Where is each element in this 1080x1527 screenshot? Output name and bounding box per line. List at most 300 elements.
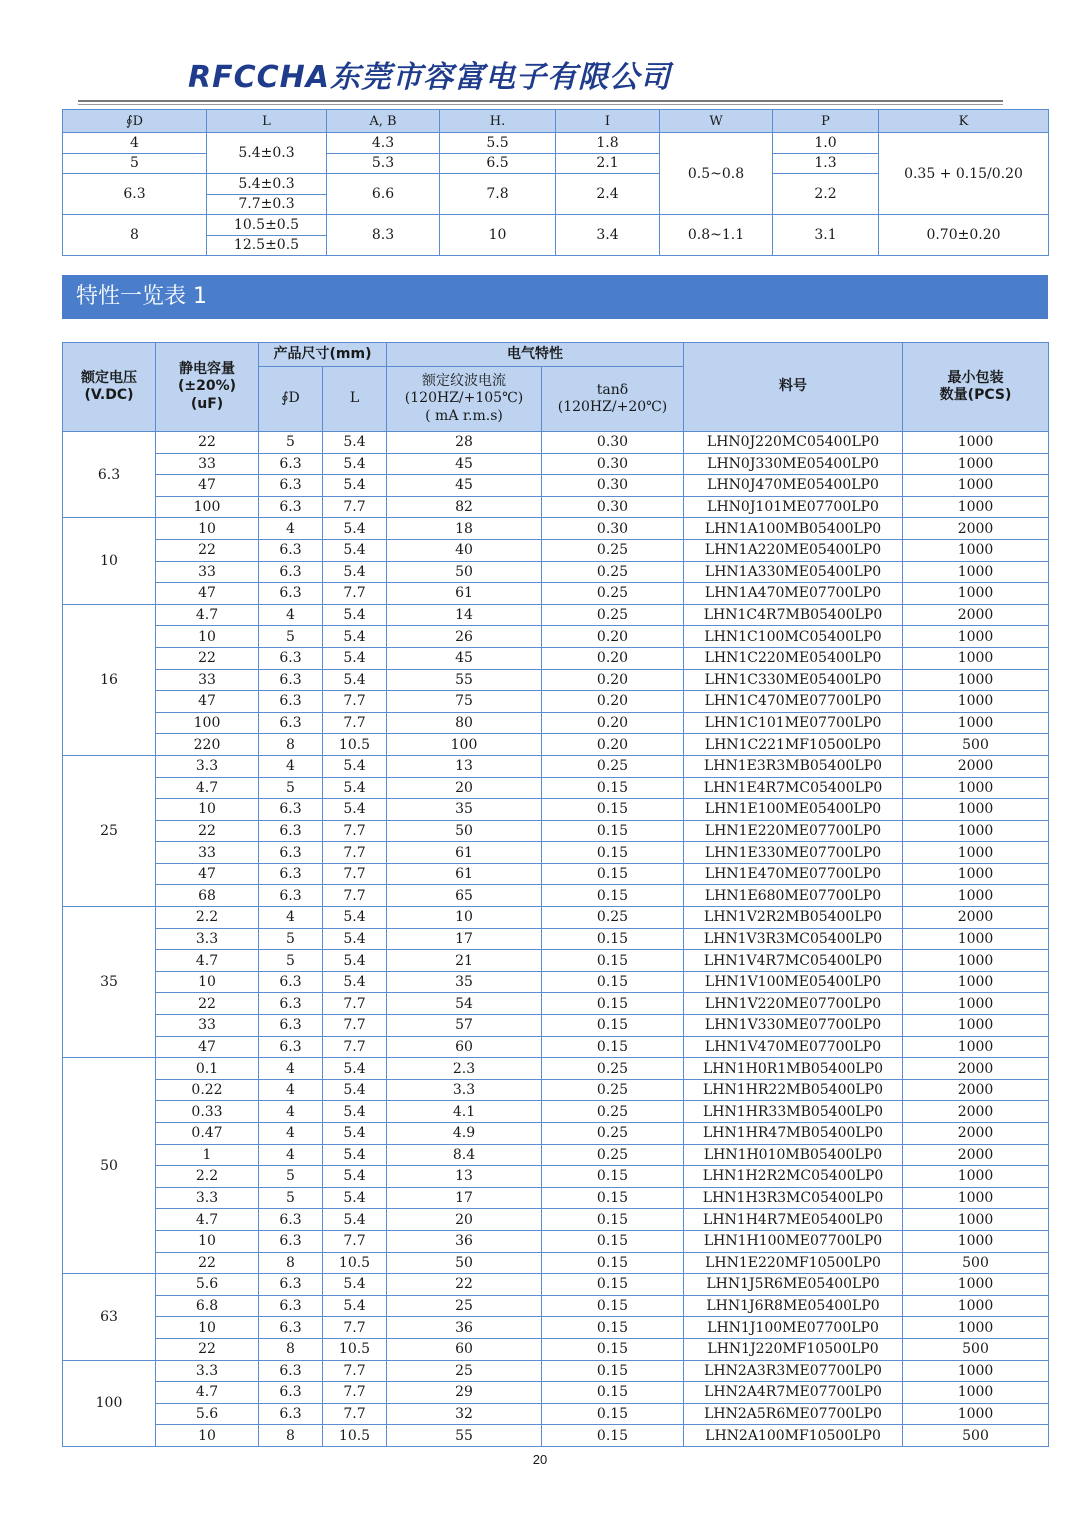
cell-length: 5.4 [323,1123,387,1145]
cell-min-qty: 1000 [903,1360,1049,1382]
cell-capacitance: 4.7 [156,1209,259,1231]
cell-min-qty: 1000 [903,1382,1049,1404]
cell-capacitance: 22 [156,993,259,1015]
table-row [63,583,1049,605]
cell-ripple-current: 4.9 [387,1123,542,1145]
cell-length: 5.4 [323,777,387,799]
cell-ab: 6.6 [327,174,440,215]
cell-capacitance: 4.7 [156,604,259,626]
cell-tan-delta: 0.15 [542,1425,684,1447]
cell-ripple-current: 40 [387,539,542,561]
cell-part-number: LHN1C220ME05400LP0 [684,647,903,669]
cell-part-number: LHN0J101ME07700LP0 [684,496,903,518]
cell-ripple-current: 50 [387,820,542,842]
cell-diameter: 6.3 [259,971,323,993]
dimension-table [62,109,1049,256]
header-tan-delta: tanδ (120HZ/+20℃) [542,367,684,432]
cell-ripple-current: 60 [387,1338,542,1360]
table-row [63,518,1049,540]
cell-ripple-current: 50 [387,561,542,583]
cell-diameter: 4 [259,1123,323,1145]
cell-min-qty: 1000 [903,993,1049,1015]
cell-length: 5.4 [323,907,387,929]
cell-voltage: 25 [63,755,156,906]
cell-capacitance: 220 [156,734,259,756]
cell-diameter: 6.3 [259,1036,323,1058]
cell-tan-delta: 0.25 [542,539,684,561]
table-row [63,863,1049,885]
cell-min-qty: 1000 [903,669,1049,691]
header-cell: W [660,110,773,133]
section-title: 特性一览表 1 [62,275,1048,319]
header-rule-thin [78,104,1003,105]
cell-min-qty: 1000 [903,1209,1049,1231]
cell-w: 0.5~0.8 [660,133,773,215]
cell-part-number: LHN1HR33MB05400LP0 [684,1101,903,1123]
cell-min-qty: 1000 [903,496,1049,518]
cell-diameter: 6.3 [259,669,323,691]
cell-min-qty: 2000 [903,518,1049,540]
cell-voltage: 100 [63,1360,156,1446]
cell-min-qty: 2000 [903,1058,1049,1080]
cell-tan-delta: 0.15 [542,1360,684,1382]
cell-diameter: 5 [259,950,323,972]
cell-capacitance: 10 [156,1425,259,1447]
table-row [63,1209,1049,1231]
cell-capacitance: 2.2 [156,907,259,929]
dimension-header-row [63,110,1049,133]
cell-tan-delta: 0.25 [542,604,684,626]
header-size-l: L [323,367,387,432]
cell-diameter: 5 [259,1187,323,1209]
cell-diameter: 6.3 [259,1403,323,1425]
spec-table-body [63,432,1049,1447]
cell-i: 1.8 [556,133,660,154]
cell-part-number: LHN1A470ME07700LP0 [684,583,903,605]
cell-min-qty: 1000 [903,1015,1049,1037]
table-row [63,799,1049,821]
table-row [63,1015,1049,1037]
cell-length: 5.4 [323,1101,387,1123]
cell-diameter: 5 [259,626,323,648]
cell-part-number: LHN0J330ME05400LP0 [684,453,903,475]
cell-ripple-current: 4.1 [387,1101,542,1123]
table-row [63,1274,1049,1296]
cell-diameter: 6.3 [259,799,323,821]
table-row [63,1166,1049,1188]
cell-part-number: LHN1C330ME05400LP0 [684,669,903,691]
cell-part-number: LHN1E100ME05400LP0 [684,799,903,821]
cell-min-qty: 1000 [903,820,1049,842]
table-row [63,734,1049,756]
table-row [63,971,1049,993]
cell-i: 3.4 [556,215,660,256]
cell-tan-delta: 0.20 [542,712,684,734]
cell-length: 5.4 [323,432,387,454]
cell-min-qty: 1000 [903,1036,1049,1058]
cell-min-qty: 500 [903,734,1049,756]
cell-tan-delta: 0.20 [542,647,684,669]
cell-capacitance: 4.7 [156,1382,259,1404]
cell-p: 3.1 [773,215,879,256]
cell-diameter: 8 [259,1338,323,1360]
cell-capacitance: 0.47 [156,1123,259,1145]
cell-diameter: 6.3 [259,1015,323,1037]
cell-l: 5.4±0.3 [207,174,327,195]
cell-tan-delta: 0.15 [542,950,684,972]
cell-length: 5.4 [323,950,387,972]
cell-tan-delta: 0.30 [542,518,684,540]
cell-capacitance: 33 [156,453,259,475]
cell-capacitance: 5.6 [156,1403,259,1425]
table-row [63,604,1049,626]
cell-length: 5.4 [323,1079,387,1101]
table-row [63,1079,1049,1101]
cell-diameter: 6.3 [259,539,323,561]
cell-tan-delta: 0.15 [542,993,684,1015]
cell-diameter: 6.3 [259,475,323,497]
cell-ripple-current: 45 [387,475,542,497]
page-number: 20 [532,1452,548,1467]
cell-tan-delta: 0.25 [542,1144,684,1166]
cell-min-qty: 1000 [903,626,1049,648]
cell-tan-delta: 0.30 [542,432,684,454]
cell-h: 5.5 [440,133,556,154]
cell-part-number: LHN1V3R3MC05400LP0 [684,928,903,950]
cell-part-number: LHN1J5R6ME05400LP0 [684,1274,903,1296]
table-row [63,820,1049,842]
cell-capacitance: 33 [156,561,259,583]
cell-p: 1.3 [773,153,879,174]
cell-diameter: 4 [259,1058,323,1080]
cell-min-qty: 1000 [903,712,1049,734]
cell-length: 5.4 [323,799,387,821]
cell-ripple-current: 100 [387,734,542,756]
cell-capacitance: 2.2 [156,1166,259,1188]
cell-tan-delta: 0.15 [542,799,684,821]
cell-voltage: 16 [63,604,156,755]
cell-ripple-current: 20 [387,1209,542,1231]
cell-diameter: 4 [259,518,323,540]
cell-capacitance: 68 [156,885,259,907]
cell-ripple-current: 55 [387,669,542,691]
cell-diameter: 8 [259,734,323,756]
cell-diameter: 6.3 [259,1360,323,1382]
cell-length: 5.4 [323,1274,387,1296]
cell-diameter: 4 [259,755,323,777]
cell-tan-delta: 0.15 [542,1230,684,1252]
cell-capacitance: 0.22 [156,1079,259,1101]
cell-tan-delta: 0.15 [542,1403,684,1425]
cell-k: 0.35 + 0.15/0.20 [879,133,1049,215]
cell-min-qty: 1000 [903,928,1049,950]
cell-part-number: LHN1A220ME05400LP0 [684,539,903,561]
cell-length: 5.4 [323,1187,387,1209]
table-row [63,1230,1049,1252]
cell-p: 1.0 [773,133,879,154]
cell-capacitance: 22 [156,539,259,561]
cell-part-number: LHN1V330ME07700LP0 [684,1015,903,1037]
cell-diameter: 6.3 [259,1209,323,1231]
cell-ripple-current: 57 [387,1015,542,1037]
cell-ripple-current: 25 [387,1295,542,1317]
cell-ripple-current: 13 [387,755,542,777]
cell-diameter: 6.3 [259,453,323,475]
cell-diameter: 6.3 [259,647,323,669]
table-row [63,1058,1049,1080]
cell-tan-delta: 0.25 [542,755,684,777]
cell-part-number: LHN1J220MF10500LP0 [684,1338,903,1360]
cell-d: 8 [63,215,207,256]
cell-part-number: LHN0J470ME05400LP0 [684,475,903,497]
cell-ab: 4.3 [327,133,440,154]
cell-ripple-current: 45 [387,647,542,669]
table-row [63,1425,1049,1447]
cell-ripple-current: 3.3 [387,1079,542,1101]
table-row [63,842,1049,864]
cell-diameter: 4 [259,1079,323,1101]
cell-part-number: LHN1H0R1MB05400LP0 [684,1058,903,1080]
cell-diameter: 4 [259,1144,323,1166]
cell-ripple-current: 22 [387,1274,542,1296]
cell-capacitance: 33 [156,669,259,691]
cell-i: 2.4 [556,174,660,215]
cell-tan-delta: 0.15 [542,820,684,842]
table-row [63,1187,1049,1209]
cell-min-qty: 500 [903,1252,1049,1274]
table-row [63,1144,1049,1166]
cell-part-number: LHN1A100MB05400LP0 [684,518,903,540]
cell-ripple-current: 28 [387,432,542,454]
table-row [63,539,1049,561]
cell-p: 2.2 [773,174,879,215]
cell-tan-delta: 0.25 [542,561,684,583]
cell-diameter: 6.3 [259,863,323,885]
table-row [63,1252,1049,1274]
cell-voltage: 50 [63,1058,156,1274]
cell-ripple-current: 17 [387,1187,542,1209]
cell-length: 7.7 [323,842,387,864]
cell-l: 5.4±0.3 [207,133,327,174]
cell-part-number: LHN1E680ME07700LP0 [684,885,903,907]
cell-min-qty: 1000 [903,539,1049,561]
cell-part-number: LHN1V4R7MC05400LP0 [684,950,903,972]
cell-part-number: LHN1H100ME07700LP0 [684,1230,903,1252]
cell-tan-delta: 0.15 [542,1338,684,1360]
cell-length: 5.4 [323,604,387,626]
cell-min-qty: 1000 [903,1317,1049,1339]
table-row [63,1123,1049,1145]
cell-min-qty: 1000 [903,971,1049,993]
table-row [63,626,1049,648]
cell-part-number: LHN2A3R3ME07700LP0 [684,1360,903,1382]
cell-tan-delta: 0.25 [542,583,684,605]
cell-ripple-current: 36 [387,1317,542,1339]
cell-ripple-current: 75 [387,691,542,713]
table-row [63,453,1049,475]
cell-tan-delta: 0.15 [542,1036,684,1058]
cell-length: 5.4 [323,928,387,950]
table-row [63,1382,1049,1404]
header-size: 产品尺寸(mm) [259,343,387,367]
header-cell: A, B [327,110,440,133]
header-cell: P [773,110,879,133]
cell-min-qty: 2000 [903,604,1049,626]
cell-part-number: LHN1E470ME07700LP0 [684,863,903,885]
cell-min-qty: 1000 [903,885,1049,907]
cell-ripple-current: 21 [387,950,542,972]
cell-ripple-current: 17 [387,928,542,950]
cell-tan-delta: 0.15 [542,1382,684,1404]
cell-diameter: 6.3 [259,1230,323,1252]
cell-part-number: LHN1H2R2MC05400LP0 [684,1166,903,1188]
cell-length: 5.4 [323,1058,387,1080]
cell-min-qty: 1000 [903,647,1049,669]
cell-min-qty: 2000 [903,1144,1049,1166]
cell-ripple-current: 29 [387,1382,542,1404]
cell-ripple-current: 26 [387,626,542,648]
cell-part-number: LHN0J220MC05400LP0 [684,432,903,454]
cell-min-qty: 1000 [903,777,1049,799]
cell-length: 10.5 [323,734,387,756]
table-row [63,496,1049,518]
cell-capacitance: 10 [156,971,259,993]
cell-diameter: 6.3 [259,993,323,1015]
cell-capacitance: 22 [156,1252,259,1274]
cell-part-number: LHN1J100ME07700LP0 [684,1317,903,1339]
cell-length: 7.7 [323,691,387,713]
cell-part-number: LHN1E4R7MC05400LP0 [684,777,903,799]
cell-tan-delta: 0.20 [542,734,684,756]
table-row [63,691,1049,713]
cell-min-qty: 1000 [903,950,1049,972]
header-cell: K [879,110,1049,133]
header-ripple-current: 额定纹波电流 (120HZ/+105℃) ( mA r.m.s) [387,367,542,432]
cell-ripple-current: 8.4 [387,1144,542,1166]
cell-tan-delta: 0.20 [542,669,684,691]
cell-tan-delta: 0.15 [542,971,684,993]
cell-min-qty: 1000 [903,1295,1049,1317]
cell-min-qty: 1000 [903,432,1049,454]
table-row [63,907,1049,929]
cell-ripple-current: 13 [387,1166,542,1188]
cell-diameter: 5 [259,928,323,950]
cell-part-number: LHN1A330ME05400LP0 [684,561,903,583]
header-size-d: ∮D [259,367,323,432]
cell-capacitance: 3.3 [156,928,259,950]
table-row [63,1317,1049,1339]
cell-length: 7.7 [323,1317,387,1339]
cell-tan-delta: 0.15 [542,1209,684,1231]
cell-tan-delta: 0.25 [542,907,684,929]
cell-capacitance: 4.7 [156,777,259,799]
cell-min-qty: 1000 [903,863,1049,885]
cell-capacitance: 47 [156,1036,259,1058]
cell-length: 5.4 [323,647,387,669]
table-row [63,777,1049,799]
cell-length: 10.5 [323,1425,387,1447]
cell-tan-delta: 0.25 [542,1101,684,1123]
cell-length: 5.4 [323,539,387,561]
cell-length: 10.5 [323,1338,387,1360]
cell-diameter: 6.3 [259,1295,323,1317]
cell-h: 7.8 [440,174,556,215]
cell-diameter: 5 [259,777,323,799]
cell-length: 5.4 [323,1295,387,1317]
cell-i: 2.1 [556,153,660,174]
cell-diameter: 6.3 [259,1317,323,1339]
cell-diameter: 6.3 [259,691,323,713]
cell-ripple-current: 36 [387,1230,542,1252]
cell-min-qty: 1000 [903,1187,1049,1209]
cell-part-number: LHN1HR22MB05400LP0 [684,1079,903,1101]
cell-capacitance: 47 [156,691,259,713]
cell-tan-delta: 0.15 [542,1015,684,1037]
cell-min-qty: 2000 [903,755,1049,777]
table-row [63,950,1049,972]
cell-length: 7.7 [323,863,387,885]
cell-ripple-current: 82 [387,496,542,518]
cell-ripple-current: 20 [387,777,542,799]
cell-d: 5 [63,153,207,174]
cell-voltage: 63 [63,1274,156,1360]
cell-tan-delta: 0.15 [542,1252,684,1274]
cell-min-qty: 1000 [903,1403,1049,1425]
cell-ripple-current: 55 [387,1425,542,1447]
header-cell: I [556,110,660,133]
header-cell: H. [440,110,556,133]
cell-length: 5.4 [323,971,387,993]
cell-tan-delta: 0.20 [542,691,684,713]
cell-length: 7.7 [323,496,387,518]
cell-ripple-current: 80 [387,712,542,734]
cell-part-number: LHN1C101ME07700LP0 [684,712,903,734]
cell-tan-delta: 0.25 [542,1079,684,1101]
cell-length: 7.7 [323,820,387,842]
cell-capacitance: 100 [156,496,259,518]
cell-diameter: 6.3 [259,885,323,907]
table-row [63,1338,1049,1360]
cell-ripple-current: 10 [387,907,542,929]
cell-ripple-current: 25 [387,1360,542,1382]
cell-length: 7.7 [323,885,387,907]
cell-tan-delta: 0.15 [542,885,684,907]
table-row [63,712,1049,734]
cell-length: 5.4 [323,1209,387,1231]
cell-tan-delta: 0.15 [542,842,684,864]
cell-tan-delta: 0.15 [542,1295,684,1317]
cell-part-number: LHN1H4R7ME05400LP0 [684,1209,903,1231]
cell-diameter: 4 [259,604,323,626]
cell-diameter: 6.3 [259,820,323,842]
cell-part-number: LHN1C4R7MB05400LP0 [684,604,903,626]
header-min-qty: 最小包装 数量(PCS) [903,343,1049,432]
cell-ripple-current: 61 [387,863,542,885]
cell-min-qty: 2000 [903,1101,1049,1123]
table-row [63,561,1049,583]
cell-capacitance: 47 [156,863,259,885]
cell-min-qty: 1000 [903,691,1049,713]
table-row [63,1403,1049,1425]
cell-ripple-current: 45 [387,453,542,475]
table-row [63,432,1049,454]
cell-length: 10.5 [323,1252,387,1274]
cell-diameter: 6.3 [259,712,323,734]
cell-capacitance: 47 [156,583,259,605]
cell-d: 6.3 [63,174,207,215]
cell-part-number: LHN1HR47MB05400LP0 [684,1123,903,1145]
cell-length: 7.7 [323,1403,387,1425]
